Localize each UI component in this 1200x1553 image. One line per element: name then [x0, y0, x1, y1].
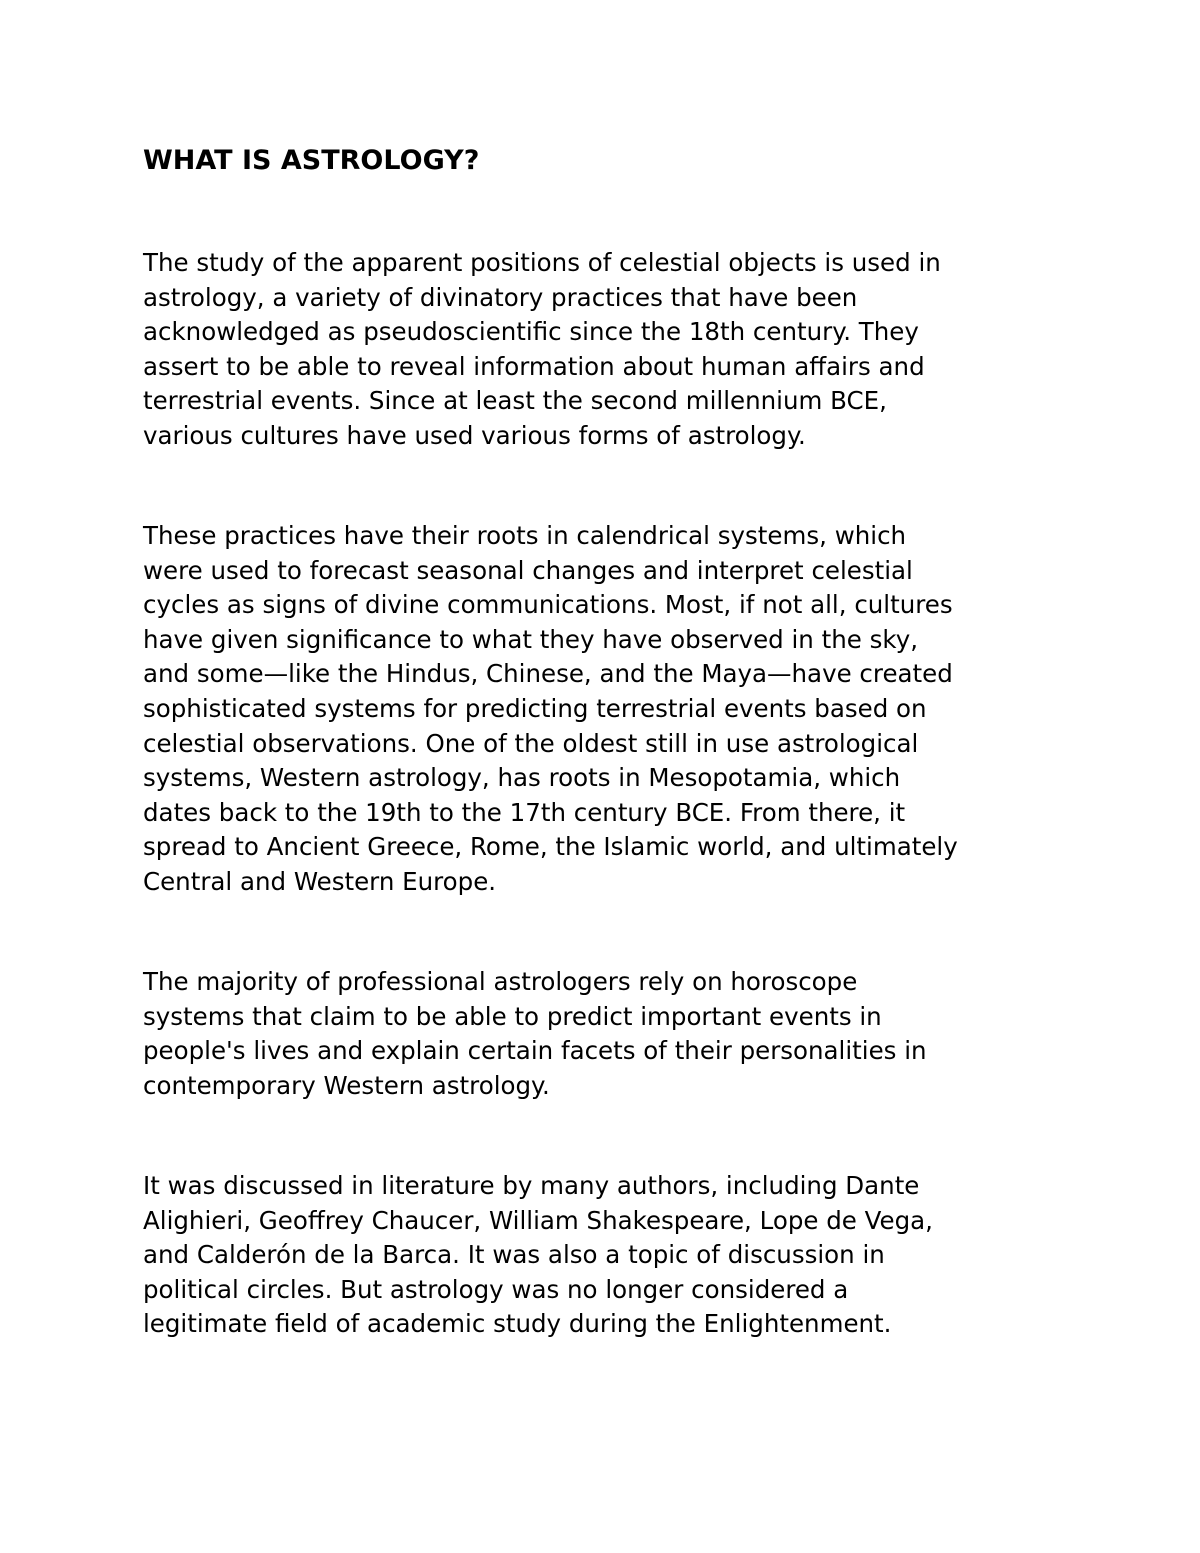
- paragraph-line: sophisticated systems for predicting terrestrial events based on: [143, 693, 927, 723]
- paragraph-4: [143, 1169, 1103, 1342]
- paragraph-line: terrestrial events. Since at least the second millennium BCE,: [143, 386, 887, 416]
- paragraph-line: were used to forecast seasonal changes and interpret celestial: [143, 555, 913, 585]
- paragraph-line: It was discussed in literature by many authors, including Dante: [143, 1171, 920, 1200]
- paragraph-line: celestial observations. One of the oldest still in use astrological: [143, 728, 919, 758]
- paragraph-line: spread to Ancient Greece, Rome, the Islamic world, and ultimately: [143, 832, 958, 862]
- paragraph-line: have given significance to what they have observed in the sky,: [143, 624, 918, 654]
- document-title: WHAT IS ASTROLOGY?: [143, 145, 480, 176]
- paragraph-line: people's lives and explain certain facets of their personalities in: [143, 1036, 927, 1066]
- paragraph-line: assert to be able to reveal information about human affairs and: [143, 351, 925, 381]
- paragraph-line: systems, Western astrology, has roots in Mesopotamia, which: [143, 763, 901, 793]
- paragraph-3: [143, 965, 1103, 1103]
- paragraph-line: dates back to the 19th to the 17th century BCE. From there, it: [143, 797, 906, 827]
- paragraph-line: The majority of professional astrologers rely on horoscope: [143, 967, 858, 996]
- paragraph-line: Alighieri, Geoffrey Chaucer, William Shakespeare, Lope de Vega,: [143, 1205, 933, 1235]
- paragraph-line: cycles as signs of divine communications. Most, if not all, cultures: [143, 590, 953, 620]
- paragraph-line: and Calderón de la Barca. It was also a topic of discussion in: [143, 1240, 885, 1270]
- paragraph-line: These practices have their roots in calendrical systems, which: [143, 521, 907, 550]
- paragraph-1: [143, 246, 1103, 454]
- paragraph-line: acknowledged as pseudoscientific since the 18th century. They: [143, 317, 919, 347]
- paragraph-line: The study of the apparent positions of celestial objects is used in: [143, 248, 941, 277]
- paragraph-line: legitimate field of academic study during the Enlightenment.: [143, 1309, 892, 1339]
- paragraph-line: Central and Western Europe.: [143, 866, 497, 896]
- paragraph-line: political circles. But astrology was no longer considered a: [143, 1274, 849, 1304]
- paragraph-line: and some—like the Hindus, Chinese, and the Maya—have created: [143, 659, 953, 689]
- paragraph-line: astrology, a variety of divinatory practices that have been: [143, 282, 858, 312]
- paragraph-2: [143, 519, 1103, 900]
- paragraph-line: systems that claim to be able to predict important events in: [143, 1001, 882, 1031]
- paragraph-line: various cultures have used various forms of astrology.: [143, 420, 806, 450]
- paragraph-line: contemporary Western astrology.: [143, 1070, 550, 1100]
